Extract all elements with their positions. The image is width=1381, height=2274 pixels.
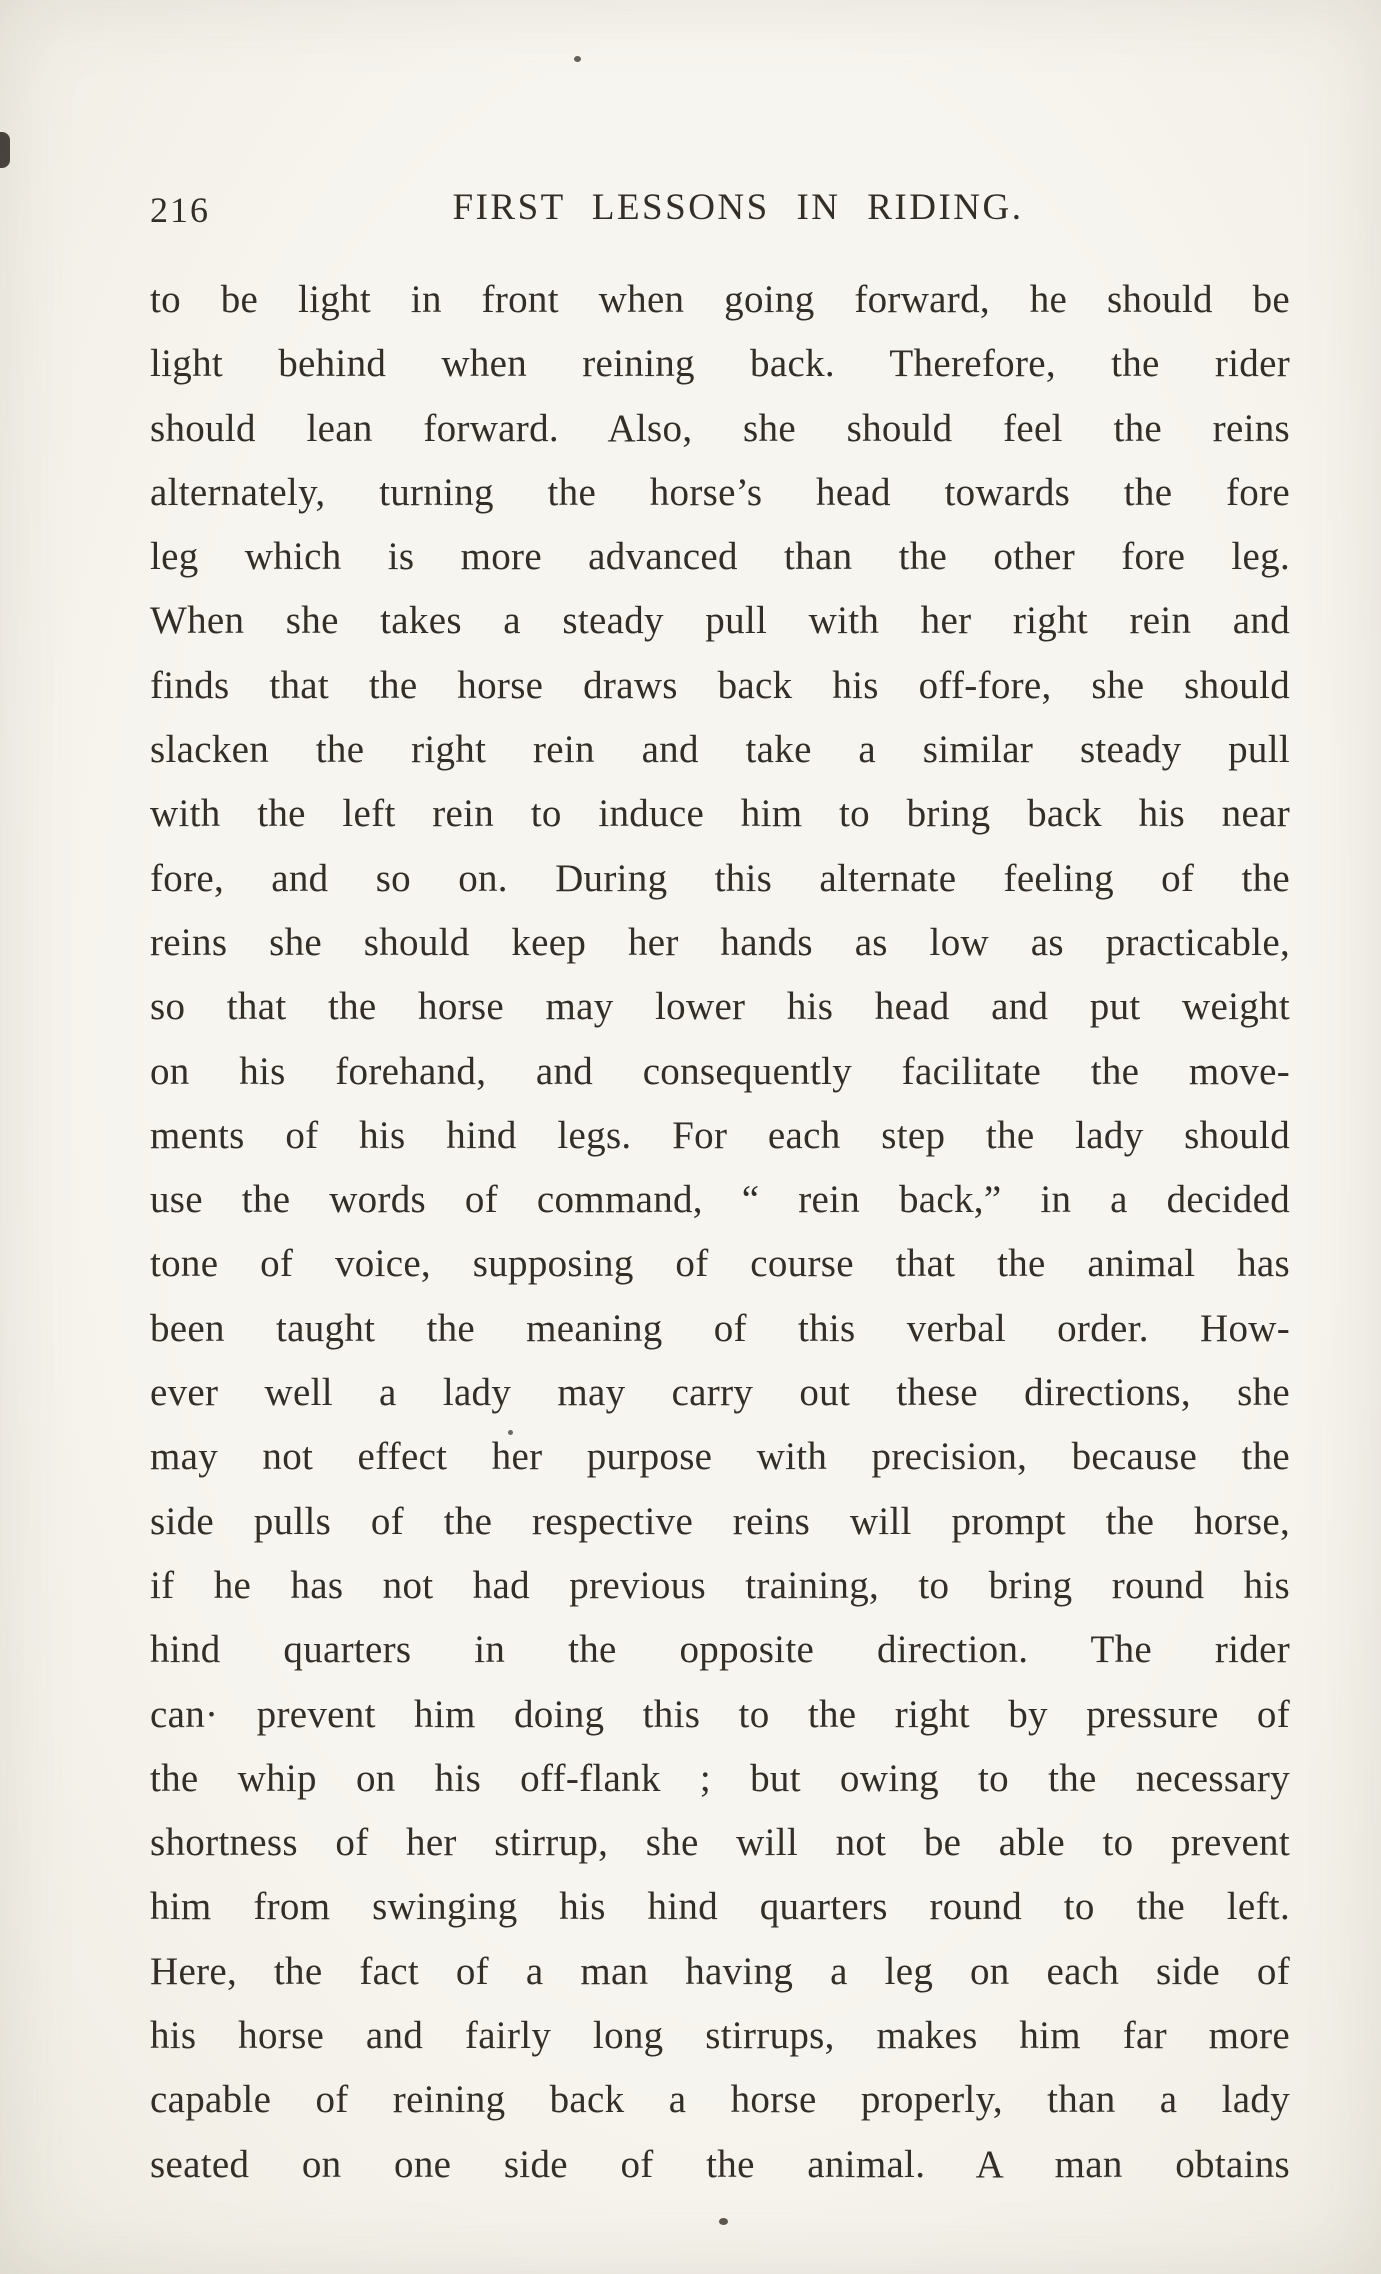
text-line: to be light in front when going forward, he should be: [150, 278, 1290, 321]
text-line: slacken the right rein and take a similar steady pull: [150, 728, 1290, 772]
page-header: [150, 186, 1290, 238]
text-line: use the words of command, “ rein back,” in a decided: [150, 1178, 1290, 1222]
text-line: When she takes a steady pull with her right rein and: [150, 599, 1290, 643]
text-line: Here, the fact of a man having a leg on each side of: [150, 1949, 1290, 1993]
text-line: so that the horse may lower his head and put weight: [150, 985, 1290, 1029]
text-line: his horse and fairly long stirrups, makes him far more: [150, 2014, 1290, 2058]
text-line: fore, and so on. During this alternate feeling of the: [150, 856, 1290, 900]
text-line: shortness of her stirrup, she will not be able to prevent: [150, 1821, 1290, 1865]
text-line: leg which is more advanced than the other fore leg.: [150, 535, 1290, 579]
text-line: ments of his hind legs. For each step the lady should: [150, 1113, 1290, 1157]
text-line: him from swinging his hind quarters round to the left.: [150, 1885, 1290, 1929]
text-line: reins she should keep her hands as low as practicable,: [150, 920, 1290, 964]
text-line: if he has not had previous training, to bring round his: [150, 1563, 1290, 1607]
text-line: the whip on his off-flank ; but owing to the necessary: [150, 1756, 1290, 1800]
text-line: can· prevent him doing this to the right by pressure of: [150, 1692, 1290, 1736]
scan-artifact-edge-mark: [0, 132, 10, 168]
text-line: with the left rein to induce him to bring back his near: [150, 792, 1290, 836]
text-line: light behind when reining back. Therefore, the rider: [150, 342, 1290, 386]
scan-artifact-speck: [719, 2218, 728, 2225]
text-line: side pulls of the respective reins will prompt the horse,: [150, 1499, 1290, 1543]
text-line: finds that the horse draws back his off-fore, she should: [150, 663, 1290, 707]
running-title: FIRST LESSONS IN RIDING.: [452, 187, 1024, 228]
body-text: [150, 268, 1290, 2197]
text-line: seated on one side of the animal. A man obtains: [150, 2142, 1290, 2186]
scan-artifact-speck: [574, 56, 581, 62]
text-line: should lean forward. Also, she should feel the reins: [150, 406, 1290, 450]
text-line: hind quarters in the opposite direction. The rider: [150, 1628, 1290, 1672]
text-line: may not effect her purpose with precision, because the: [150, 1435, 1290, 1479]
page-number: 216: [150, 190, 210, 230]
text-line: ever well a lady may carry out these directions, she: [150, 1371, 1290, 1415]
text-line: tone of voice, supposing of course that the animal has: [150, 1242, 1290, 1286]
text-line: capable of reining back a horse properly, than a lady: [150, 2078, 1290, 2122]
text-line: been taught the meaning of this verbal order. How-: [150, 1306, 1290, 1350]
text-line: on his forehand, and consequently facilitate the move-: [150, 1049, 1290, 1093]
text-line: alternately, turning the horse’s head towards the fore: [150, 470, 1290, 514]
